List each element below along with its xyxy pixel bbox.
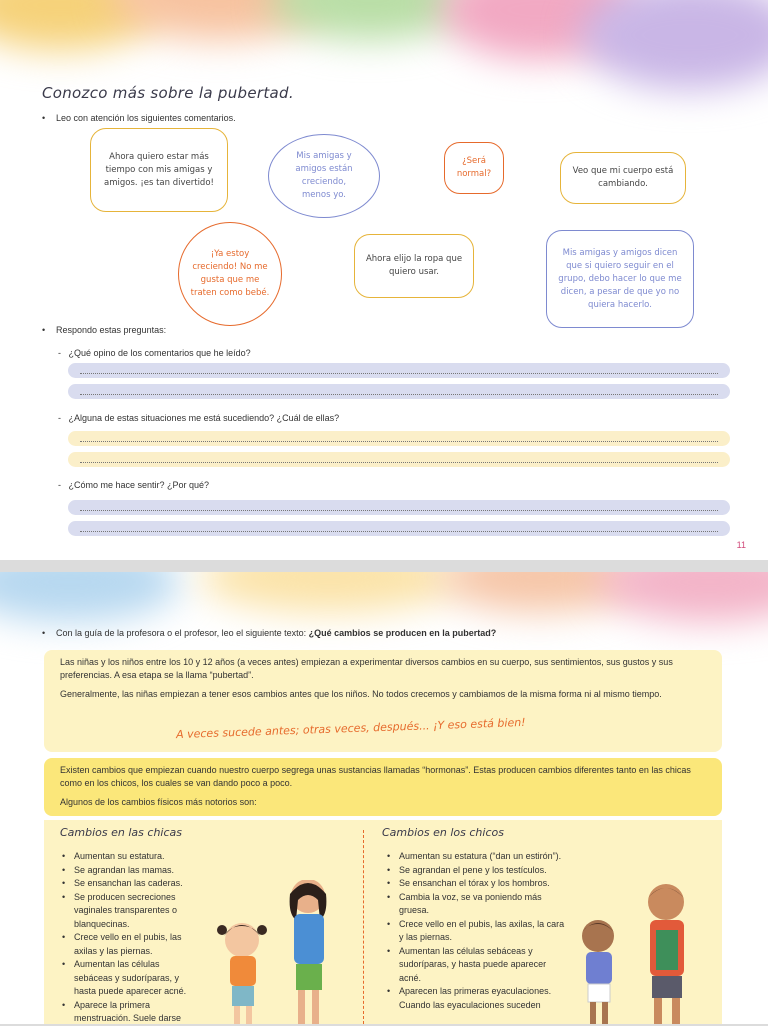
list-item: • Se ensanchan las caderas. xyxy=(60,877,200,891)
boy-tall-figure xyxy=(648,884,684,1024)
watercolor-decoration xyxy=(0,572,180,622)
watercolor-decoration xyxy=(600,572,768,622)
question-text: - ¿Cómo me hace sentir? ¿Por qué? xyxy=(58,480,210,490)
instruction-text: • Respondo estas preguntas: xyxy=(42,325,167,335)
speech-bubble: Mis amigas y amigos dicen que si quiero seguir en el grupo, debo hacer lo que me dicen, a pesar de que yo no quiera hacerlo. xyxy=(546,230,694,328)
boys-list xyxy=(385,850,565,1012)
answer-line[interactable] xyxy=(68,452,730,467)
speech-bubble: ¡Ya estoy creciendo! No me gusta que me traten como bebé. xyxy=(178,222,282,326)
list-item: • Aumentan su estatura (“dan un estirón”). xyxy=(385,850,565,864)
answer-line[interactable] xyxy=(68,431,730,446)
answer-line[interactable] xyxy=(68,521,730,536)
watercolor-decoration xyxy=(580,0,768,90)
paragraph: Generalmente, las niñas empiezan a tener esos cambios antes que los niños. No todos crecemos y cambiamos de la misma forma ni al mismo tiempo. xyxy=(60,689,662,699)
highlight-text: A veces sucede antes; otras veces, después... ¡Y eso está bien! xyxy=(175,715,526,742)
list-item: • Aumentan su estatura. xyxy=(60,850,200,864)
speech-bubble: ¿Será normal? xyxy=(444,142,504,194)
instruction-text: • Con la guía de la profesora o el profesor, leo el siguiente texto: ¿Qué cambios se producen en la pubertad? xyxy=(42,628,497,638)
girl-tall-figure xyxy=(290,880,327,1024)
list-item: • Crece vello en el pubis, las axilas y las piernas. xyxy=(60,931,200,958)
boy-small-figure xyxy=(582,920,614,1024)
answer-line[interactable] xyxy=(68,363,730,378)
answer-line[interactable] xyxy=(68,384,730,399)
list-item: • Aparecen las primeras eyaculaciones. Cuando las eyaculaciones suceden xyxy=(385,985,565,1012)
speech-bubble: Mis amigas y amigos están creciendo, menos yo. xyxy=(268,134,380,218)
list-item: • Cambia la voz, se va poniendo más gruesa. xyxy=(385,891,565,918)
text-panel xyxy=(44,758,722,816)
speech-bubble: Veo que mi cuerpo está cambiando. xyxy=(560,152,686,204)
girl-small-figure xyxy=(217,923,267,1024)
list-item: • Aparece la primera menstruación. Suele darse xyxy=(60,999,200,1026)
list-item: • Se agrandan el pene y los testículos. xyxy=(385,864,565,878)
column-divider xyxy=(363,830,364,1024)
watercolor-decoration xyxy=(200,572,460,612)
list-item: • Crece vello en el pubis, las axilas, la cara y las piernas. xyxy=(385,918,565,945)
question-text: - ¿Alguna de estas situaciones me está sucediendo? ¿Cuál de ellas? xyxy=(58,413,340,423)
page-title: Conozco más sobre la pubertad. xyxy=(42,84,294,102)
list-item: • Se ensanchan el tórax y los hombros. xyxy=(385,877,565,891)
paragraph: Existen cambios que empiezan cuando nuestro cuerpo segrega unas sustancias llamadas “hormonas”. Estas producen cambios diferentes tanto en las chicas como en los chicos, los cuales se van dando poco a poco. xyxy=(60,765,691,788)
paragraph: Las niñas y los niños entre los 10 y 12 años (a veces antes) empiezan a experimentar diversos cambios en su cuerpo, sus sentimientos, sus gustos y sus preferencias. A esa etapa se la llama “pubertad”. xyxy=(60,657,673,680)
girls-title: Cambios en las chicas xyxy=(60,826,182,839)
boys-title: Cambios en los chicos xyxy=(382,826,504,839)
instruction-text: • Leo con atención los siguientes comentarios. xyxy=(42,113,236,123)
speech-bubble: Ahora quiero estar más tiempo con mis amigas y amigos. ¡es tan divertido! xyxy=(90,128,228,212)
list-item: • Aumentan las células sebáceas y sudoríparas, y hasta puede aparecer acné. xyxy=(60,958,200,999)
girls-illustration xyxy=(210,880,350,1024)
list-item: • Se producen secreciones vaginales transparentes o blanquecinas. xyxy=(60,891,200,932)
speech-bubble: Ahora elijo la ropa que quiero usar. xyxy=(354,234,474,298)
girls-list xyxy=(60,850,200,1026)
page-number: 11 xyxy=(736,540,746,550)
list-item: • Aumentan las células sebáceas y sudoríparas, y hasta puede aparecer acné. xyxy=(385,945,565,986)
text-panel xyxy=(44,650,722,752)
answer-line[interactable] xyxy=(68,500,730,515)
list-item: • Se agrandan las mamas. xyxy=(60,864,200,878)
boys-illustration xyxy=(570,880,710,1024)
question-text: - ¿Qué opino de los comentarios que he leído? xyxy=(58,348,251,358)
paragraph: Algunos de los cambios físicos más notorios son: xyxy=(60,797,257,807)
